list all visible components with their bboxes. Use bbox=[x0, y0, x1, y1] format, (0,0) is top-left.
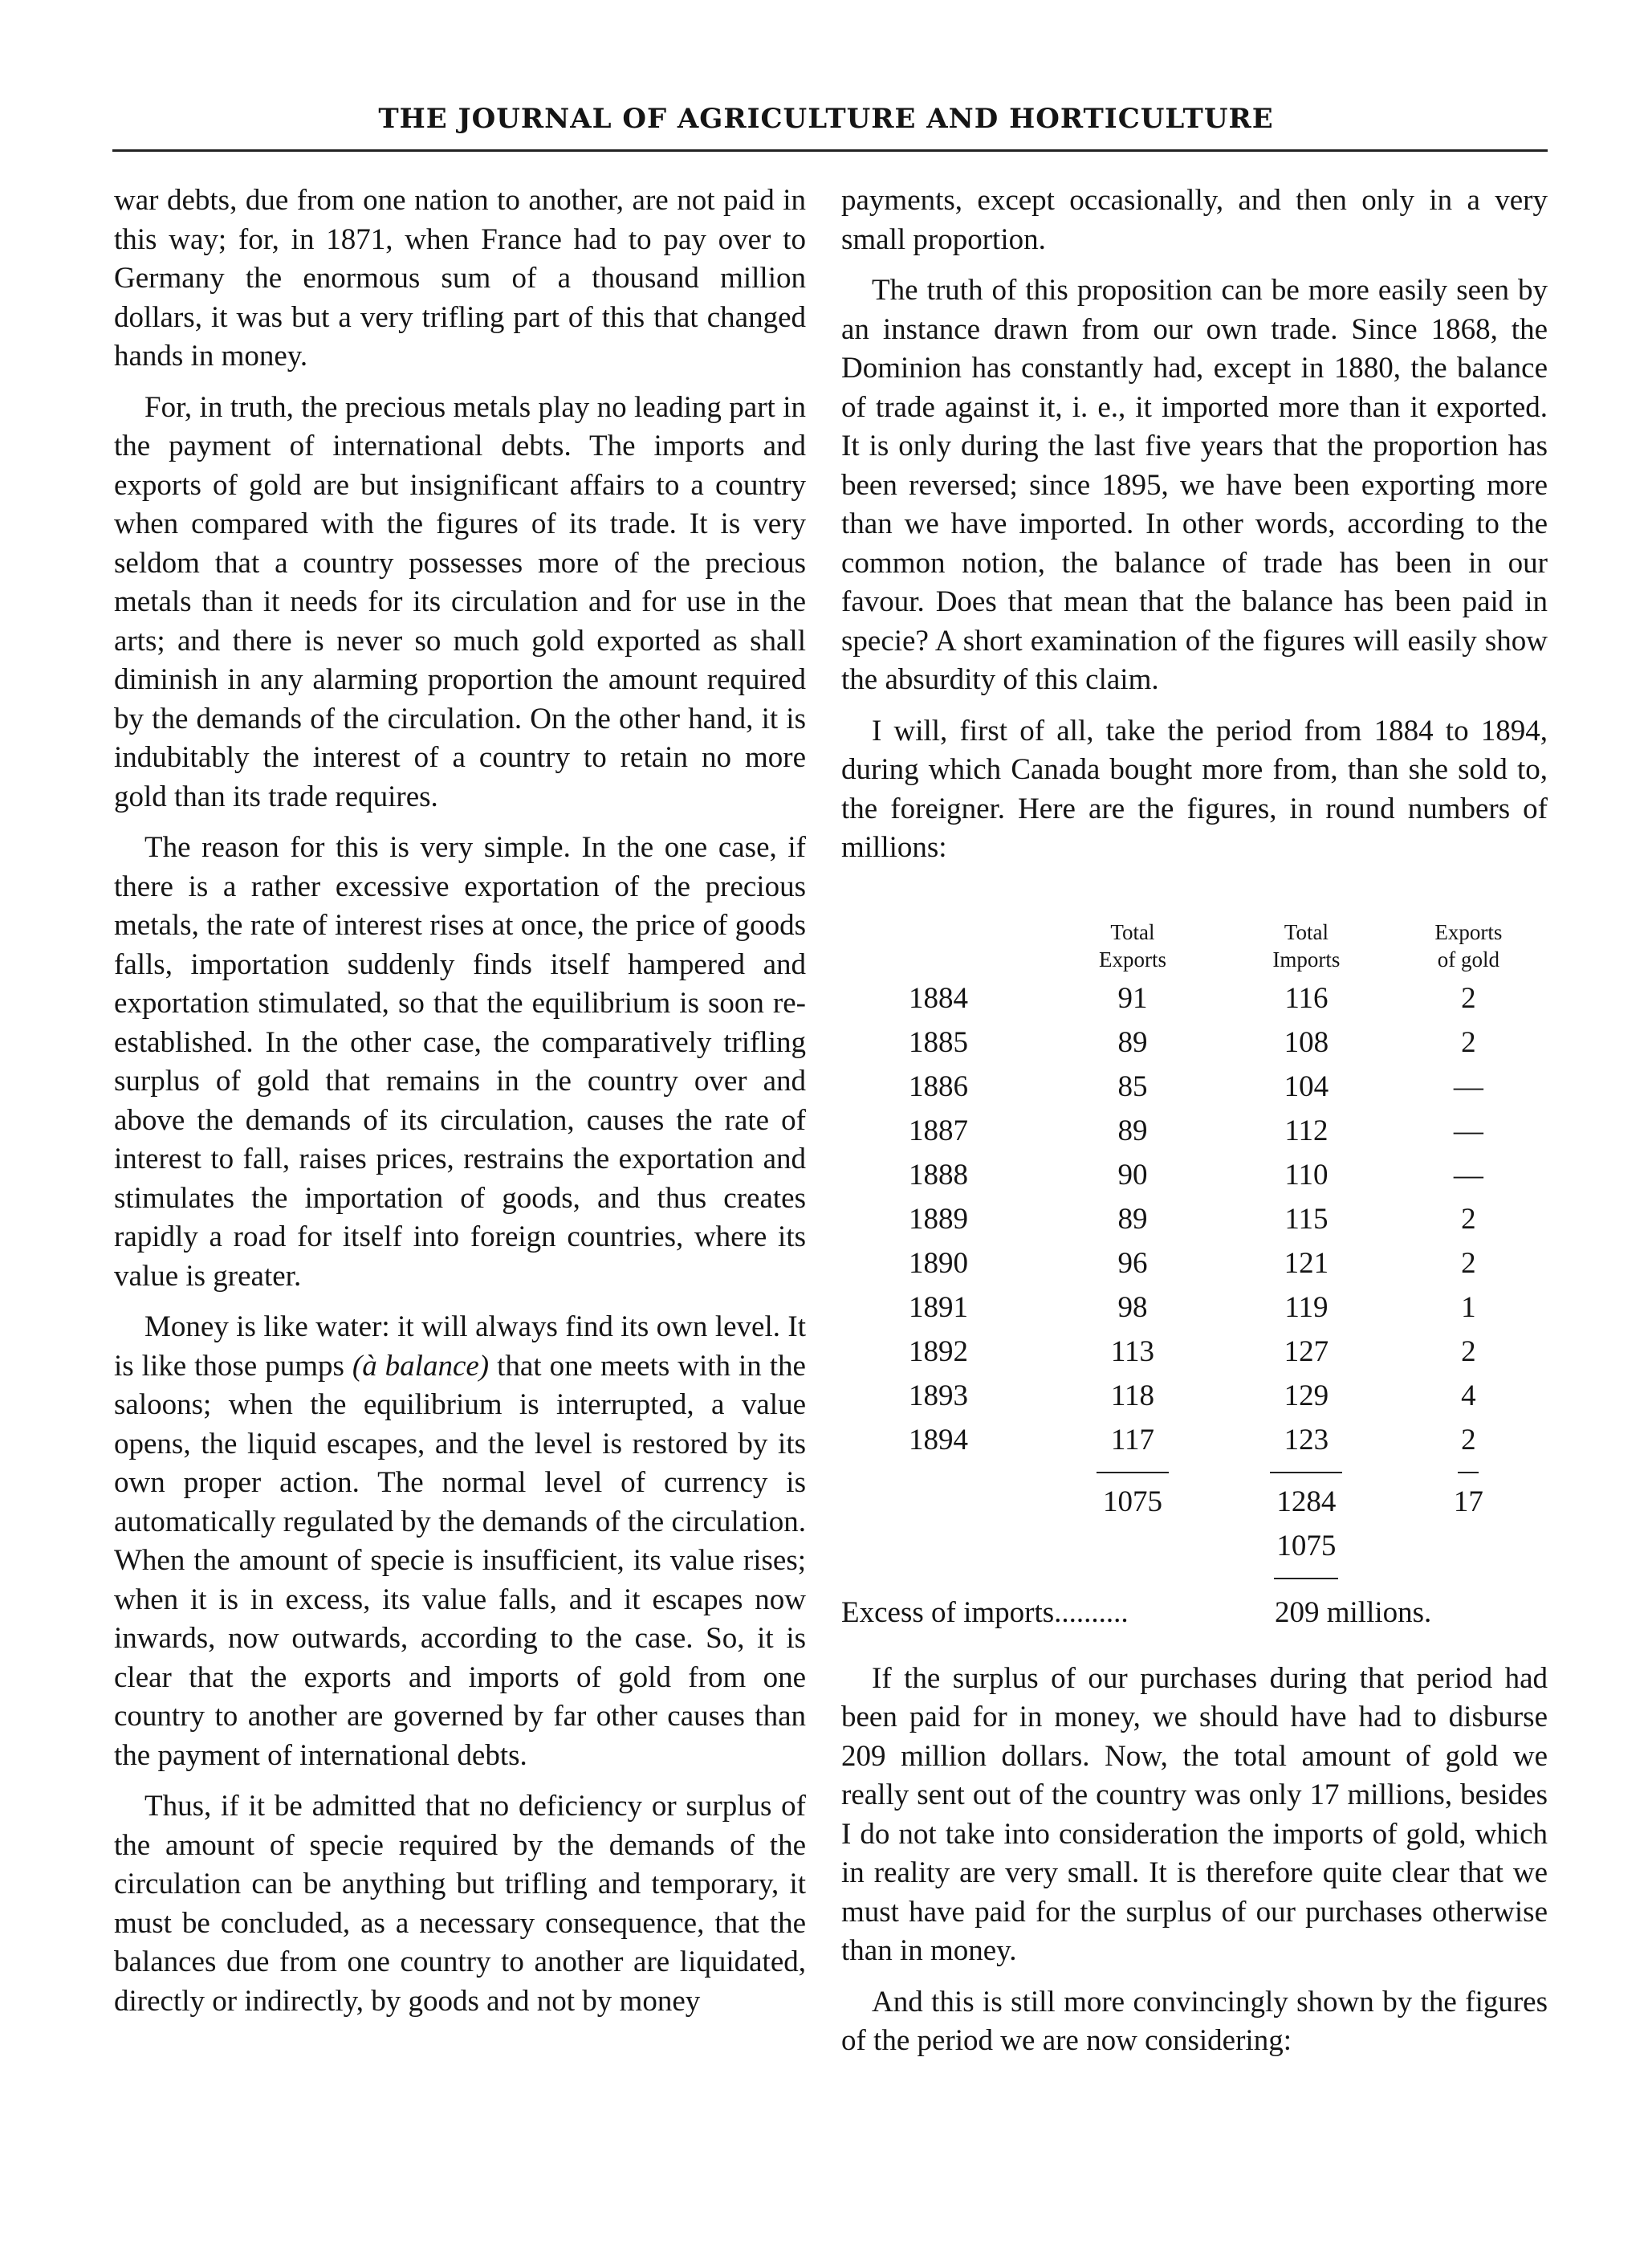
paragraph: If the surplus of our purchases during that period had been paid for in money, we should have had to disburse 209 million dollars. Now, the total amount of gold we really sent out of the country was only 17 millions, besides I do not take into consideration the imports of gold, which in reality are very small. It is therefore quite clear that we must have paid for the surplus of our purchases otherwise than in money. bbox=[841, 1661, 1548, 1967]
exports-cell: 89 bbox=[1117, 1025, 1148, 1059]
paragraph: Thus, if it be admitted that no deficiency or surplus of the amount of specie required by the demands of the circulation can be anything but trifling and temporary, it must be concluded, as a necessary consequence, that the balances due from one country to another are liquidated, directly or indirectly, by goods and not by money bbox=[114, 1790, 806, 2018]
imports-cell: 110 bbox=[1284, 1158, 1329, 1192]
table-row bbox=[841, 1109, 1548, 1153]
imports-cell: 127 bbox=[1284, 1334, 1329, 1368]
table-row bbox=[841, 1374, 1548, 1418]
paragraph: payments, except occasionally, and then only in a very small proportion. bbox=[841, 184, 1548, 256]
table-row bbox=[841, 1153, 1548, 1197]
difference-rule bbox=[1274, 1578, 1338, 1579]
paragraph bbox=[114, 1308, 806, 1775]
trade-figures-table bbox=[841, 918, 1548, 1586]
table-row bbox=[841, 1065, 1548, 1109]
sum-rule-row bbox=[841, 1462, 1548, 1480]
sum-rule bbox=[1270, 1472, 1342, 1473]
gold-cell: 2 bbox=[1461, 1334, 1476, 1368]
journal-header: THE JOURNAL OF AGRICULTURE AND HORTICULTURE bbox=[378, 103, 1274, 135]
table-row bbox=[841, 1020, 1548, 1065]
gold-cell: 1 bbox=[1461, 1290, 1476, 1324]
gold-cell: 2 bbox=[1461, 1246, 1476, 1280]
total-gold: 17 bbox=[1453, 1485, 1483, 1518]
exports-cell: 91 bbox=[1117, 981, 1148, 1015]
paragraph: war debts, due from one nation to another, are not paid in this way; for, in 1871, when France had to pay over to Germany the enormous sum of a thousand million dollars, it was but a very trifling part of this that changed hands in money. bbox=[114, 184, 806, 373]
imports-cell: 104 bbox=[1284, 1069, 1329, 1103]
gold-cell: 2 bbox=[1461, 1202, 1476, 1236]
year-cell: 1892 bbox=[909, 1334, 968, 1368]
paragraph: And this is still more convincingly shown by the figures of the period we are now considering: bbox=[841, 1985, 1548, 2057]
imports-cell: 112 bbox=[1284, 1114, 1329, 1147]
subtract-row bbox=[841, 1524, 1548, 1568]
imports-cell: 115 bbox=[1284, 1202, 1329, 1236]
table-header-row bbox=[841, 918, 1548, 976]
year-cell: 1887 bbox=[909, 1114, 968, 1147]
year-column-header bbox=[841, 918, 1042, 976]
year-cell: 1891 bbox=[909, 1290, 968, 1324]
italic-phrase: (à balance) bbox=[352, 1349, 490, 1383]
sum-rule bbox=[1458, 1472, 1479, 1473]
sum-rule bbox=[1097, 1472, 1169, 1473]
table-row bbox=[841, 1197, 1548, 1241]
totals-row bbox=[841, 1480, 1548, 1524]
paragraph: The reason for this is very simple. In the one case, if there is a rather excessive exportation of the precious metals, the rate of interest rises at once, the price of goods falls, importation suddenly finds itself hampered and exportation stimulated, so that the equilibrium is soon re-established. In the other case, the comparatively trifling surplus of gold that remains in the country over and above the demands of its circulation, causes the rate of interest to fall, raises prices, restrains the exportation and stimulates the importation of goods, and thus creates rapidly a road for itself into foreign countries, where its value is greater. bbox=[114, 831, 806, 1293]
excess-line bbox=[841, 1594, 1548, 1632]
exports-cell: 89 bbox=[1117, 1114, 1148, 1147]
year-cell: 1893 bbox=[909, 1379, 968, 1412]
year-cell: 1885 bbox=[909, 1025, 968, 1059]
exports-cell: 96 bbox=[1117, 1246, 1148, 1280]
imports-cell: 108 bbox=[1284, 1025, 1329, 1059]
gold-cell: 4 bbox=[1461, 1379, 1476, 1412]
gold-cell: 2 bbox=[1461, 1025, 1476, 1059]
imports-cell: 129 bbox=[1284, 1379, 1329, 1412]
year-cell: 1890 bbox=[909, 1246, 968, 1280]
table-row bbox=[841, 1330, 1548, 1374]
year-cell: 1884 bbox=[909, 981, 968, 1015]
left-column bbox=[114, 181, 806, 2021]
table-row bbox=[841, 1418, 1548, 1462]
imports-cell: 116 bbox=[1284, 981, 1329, 1015]
total-exports: 1075 bbox=[1102, 1485, 1162, 1518]
exports-cell: 118 bbox=[1110, 1379, 1155, 1412]
excess-value: 209 millions. bbox=[1275, 1595, 1432, 1629]
gold-cell: — bbox=[1453, 1069, 1483, 1103]
imports-cell: 123 bbox=[1284, 1423, 1329, 1456]
exports-cell: 117 bbox=[1110, 1423, 1155, 1456]
total-exports-header: Total Exports bbox=[1098, 919, 1166, 972]
imports-cell: 121 bbox=[1284, 1246, 1329, 1280]
year-cell: 1886 bbox=[909, 1069, 968, 1103]
year-cell: 1894 bbox=[909, 1423, 968, 1456]
imports-cell: 119 bbox=[1284, 1290, 1329, 1324]
year-cell: 1889 bbox=[909, 1202, 968, 1236]
excess-label: Excess of imports.......... bbox=[841, 1595, 1129, 1629]
gold-cell: — bbox=[1453, 1114, 1483, 1147]
paragraph-text: Money is like water: it will always find its own level. It is like those pumps bbox=[114, 1310, 806, 1383]
exports-cell: 98 bbox=[1117, 1290, 1148, 1324]
exports-cell: 90 bbox=[1117, 1158, 1148, 1192]
paragraph: I will, first of all, take the period from 1884 to 1894, during which Canada bought more from, than she sold to, the foreigner. Here are the figures, in round numbers of millions: bbox=[841, 714, 1548, 864]
table-body bbox=[841, 976, 1548, 1462]
subtract-exports: 1075 bbox=[1276, 1529, 1337, 1562]
exports-cell: 113 bbox=[1110, 1334, 1155, 1368]
gold-cell: 2 bbox=[1461, 981, 1476, 1015]
total-imports: 1284 bbox=[1276, 1485, 1337, 1518]
exports-cell: 85 bbox=[1117, 1069, 1148, 1103]
paragraph-text: that one meets with in the saloons; when the equilibrium is interrupted, a value opens, the liquid escapes, and the level is restored by its own proper action. The normal level of currency is automatically regulated by the demands of the circulation. When the amount of specie is insufficient, its value rises; when it is in excess, its value falls, and it escapes now inwards, now outwards, according to the case. So, it is clear that the exports and imports of gold from one country to another are governed by far other causes than the payment of international debts. bbox=[114, 1349, 806, 1772]
paragraph: For, in truth, the precious metals play no leading part in the payment of international debts. The imports and exports of gold are but insignificant affairs to a country when compared with the figures of its trade. It is very seldom that a country possesses more of the precious metals than it needs for its circulation and for use in the arts; and there is never so much gold exported as shall diminish in any alarming proportion the amount required by the demands of the circulation. On the other hand, it is indubitably the interest of a country to retain no more gold than its trade requires. bbox=[114, 390, 806, 813]
table-row bbox=[841, 1241, 1548, 1285]
difference-rule-row bbox=[841, 1568, 1548, 1586]
gold-exports-header: Exports of gold bbox=[1434, 919, 1503, 972]
total-imports-header: Total Imports bbox=[1272, 919, 1341, 972]
paragraph: The truth of this proposition can be more easily seen by an instance drawn from our own trade. Since 1868, the Dominion has constantly had, except in 1880, the balance of trade against it, i. e., it imported more than it exported. It is only during the last five years that the proportion has been reversed; since 1895, we have been exporting more than we have imported. In other words, according to the common notion, the balance of trade has been in our favour. Does that mean that the balance has been paid in specie? A short examination of the figures will easily show the absurdity of this claim. bbox=[841, 274, 1548, 696]
table-row bbox=[841, 1285, 1548, 1330]
header-rule bbox=[112, 149, 1548, 152]
year-cell: 1888 bbox=[909, 1158, 968, 1192]
gold-cell: 2 bbox=[1461, 1423, 1476, 1456]
exports-cell: 89 bbox=[1117, 1202, 1148, 1236]
right-column bbox=[841, 181, 1548, 2061]
table-row bbox=[841, 976, 1548, 1020]
gold-cell: — bbox=[1453, 1158, 1483, 1192]
